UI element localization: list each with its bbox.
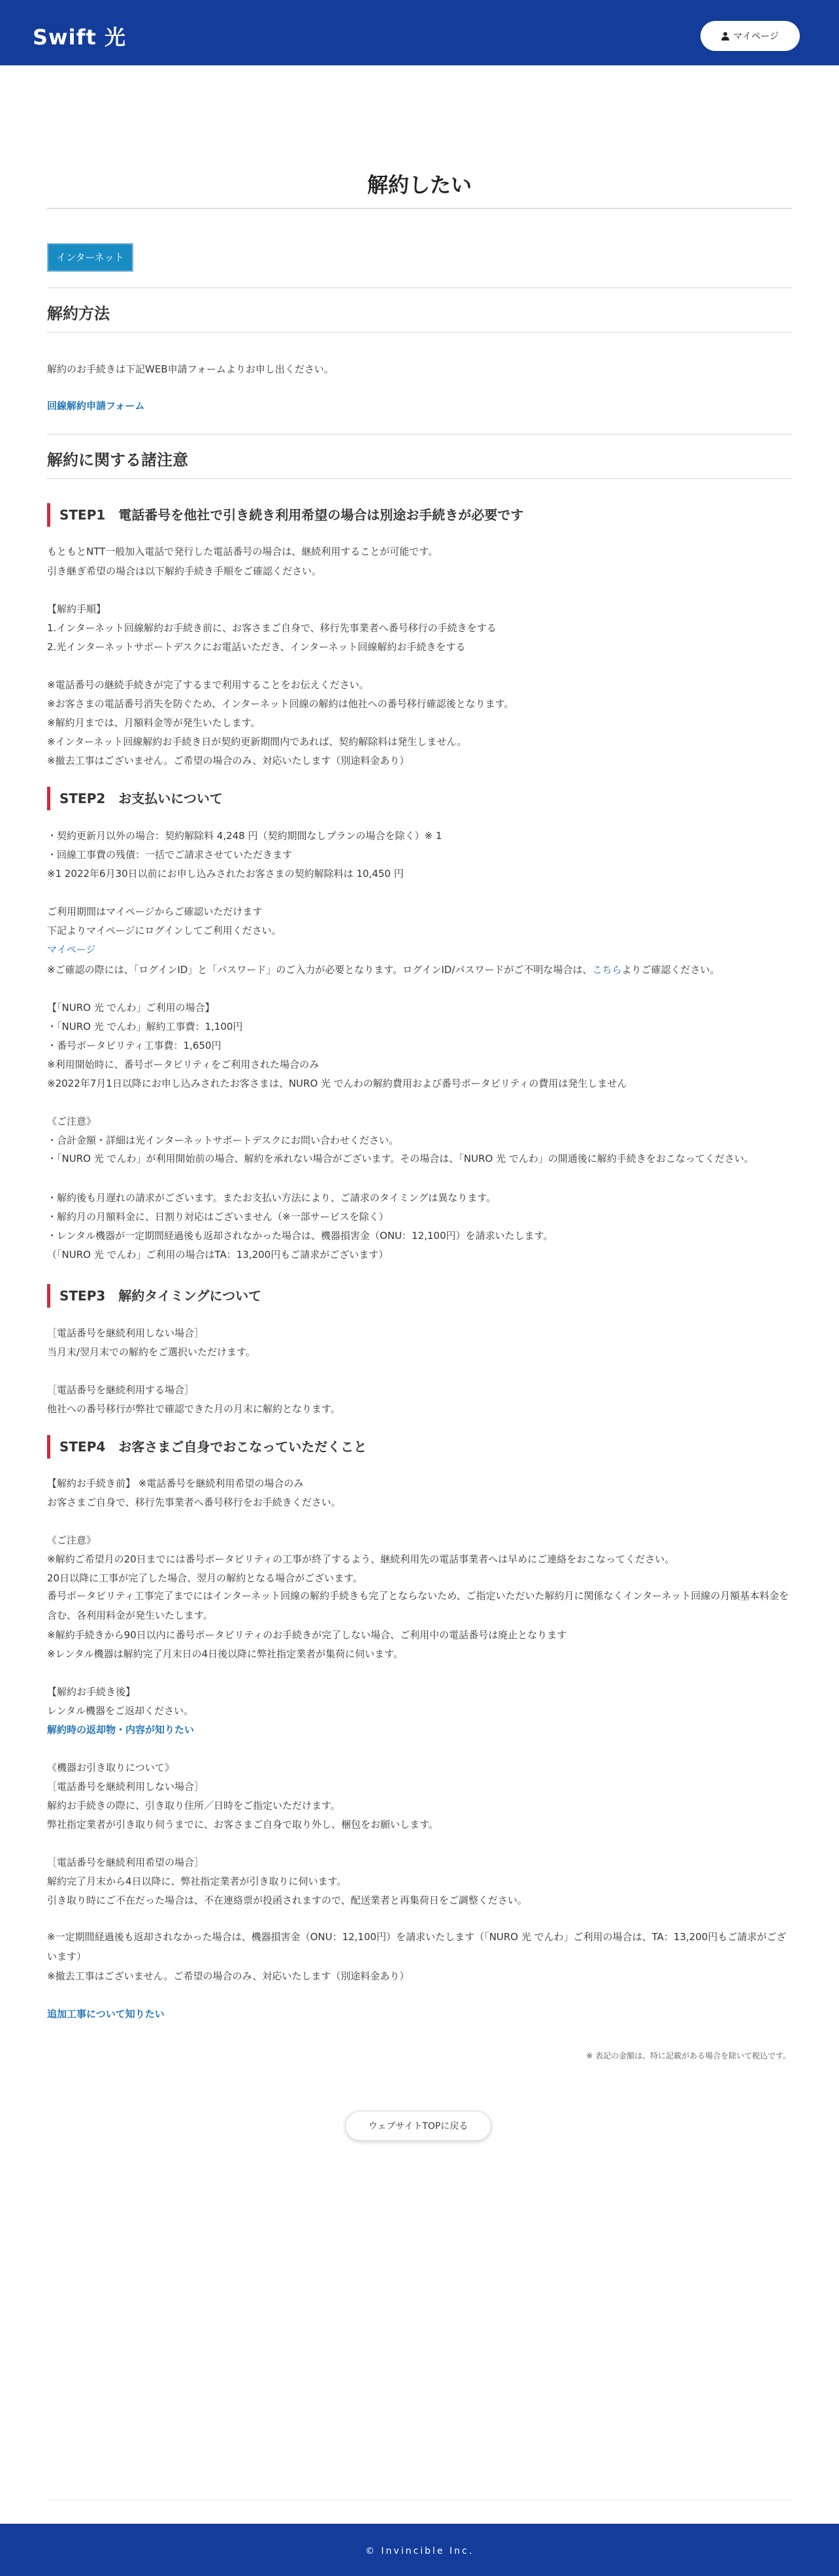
mypage-button[interactable] xyxy=(700,21,800,51)
text-line: （「NURO 光 でんわ」ご利用の場合はTA：13,200円もご請求がございます） xyxy=(47,1249,389,1261)
mypage-link[interactable]: マイページ xyxy=(47,944,96,955)
text-line: ・レンタル機器が一定期間経過後も返却されなかった場合は、機器損害金（ONU：12,100円）を請求いたします。 xyxy=(47,1230,553,1242)
text-line: ※レンタル機器は解約完了月末日の4日後以降に弊社指定業者が集荷に伺います。 xyxy=(47,1648,403,1660)
text-line: ・契約更新月以外の場合：契約解除料 4,248 円（契約期間なしプランの場合を除く）※ 1 xyxy=(47,830,442,842)
text-line: ・番号ポータビリティ工事費：1,650円 xyxy=(47,1040,222,1051)
step4-heading: STEP4 お客さまご自身でおこなっていただくこと xyxy=(47,1435,367,1459)
section-divider xyxy=(47,434,792,435)
text-line: 20日以降に工事が完了した場合、翌月の解約となる場合がございます。 xyxy=(47,1572,363,1584)
section-divider xyxy=(47,478,792,479)
text-line: 《ご注意》 xyxy=(47,1115,97,1127)
method-text: 解約のお手続きは下記WEB申請フォームよりお申し出ください。 xyxy=(47,363,334,375)
category-tag[interactable]: インターネット xyxy=(47,243,133,272)
cancel-form-link[interactable]: 回線解約申請フォーム xyxy=(47,400,145,412)
text-line: ［電話番号を継続利用しない場合］ xyxy=(47,1781,205,1792)
text-line: ［電話番号を継続利用しない場合］ xyxy=(47,1327,205,1339)
text-line: 2.光インターネットサポートデスクにお電話いただき、インターネット回線解約お手続きをする xyxy=(47,641,466,653)
tax-footnote: ※ 表記の金額は、特に記載がある場合を除いて税込です。 xyxy=(586,2051,791,2060)
text-line: ・回線工事費の残債：一括でご請求させていただきます xyxy=(47,849,293,861)
section-divider xyxy=(47,332,792,333)
text-line: ［電話番号を継続利用する場合］ xyxy=(47,1384,195,1396)
text-paragraph: ※一定期間経過後も返却されなかった場合は、機器損害金（ONU：12,100円）を請求いたします（「NURO 光 でんわ」ご利用の場合は、TA：13,200円もご請求がございます） xyxy=(47,1931,787,1962)
text-line: 弊社指定業者が引き取り伺うまでに、お客さまご自身で取り外し、梱包をお願いします。 xyxy=(47,1819,438,1830)
section-heading-method: 解約方法 xyxy=(47,305,110,323)
text-line: 【解約お手続き後】 xyxy=(47,1686,136,1698)
text-paragraph: ・「NURO 光 でんわ」が利用開始前の場合、解約を承れない場合がございます。その場合は、「NURO 光 でんわ」の開通後に解約手続きをおこなってください。 xyxy=(47,1153,754,1164)
text-line: 【解約お手続き前】 ※電話番号を継続利用希望の場合のみ xyxy=(47,1478,304,1489)
text-line: 解約お手続きの際に、引き取り住所／日時をご指定いただけます。 xyxy=(47,1800,340,1811)
text-line: 他社への番号移行が弊社で確認できた月の月末に解約となります。 xyxy=(47,1403,340,1415)
text-line: ※撤去工事はございません。ご希望の場合のみ、対応いたします（別途料金あり） xyxy=(47,1970,410,1982)
text-line: 引き継ぎ希望の場合は以下解約手続き手順をご確認ください。 xyxy=(47,565,322,577)
text-line: レンタル機器をご返却ください。 xyxy=(47,1705,194,1717)
copyright-text: © Invincible Inc. xyxy=(365,2546,474,2556)
text-line: ※電話番号の継続手続きが完了するまで利用することをお伝えください。 xyxy=(47,679,369,691)
text-line: ・合計金額・詳細は光インターネットサポートデスクにお問い合わせください。 xyxy=(47,1134,399,1146)
text-line: ご利用期間はマイページからご確認いただけます xyxy=(47,906,263,917)
text-line: 当月末/翌月末での解約をご選択いただけます。 xyxy=(47,1346,255,1358)
back-to-top-button[interactable]: ウェブサイトTOPに戻る xyxy=(345,2111,491,2141)
text-paragraph: 番号ポータビリティ工事完了までにはインターネット回線の解約手続きも完了とならないため、ご指定いただいた解約月に関係なくインターネット回線の月額基本料金を含む、各利用料金が発生いたします。 xyxy=(47,1590,789,1621)
text-line: ※解約月までは、月額料金等が発生いたします。 xyxy=(47,717,261,729)
section-heading-notes: 解約に関する諸注意 xyxy=(47,451,188,469)
step2-heading: STEP2 お支払いについて xyxy=(47,787,223,810)
login-note-text: ※ご確認の際には、「ログインID」と「パスワード」のご入力が必要となります。ログインID/パスワードがご不明な場合は、 xyxy=(47,964,593,976)
text-line: ［電話番号を継続利用希望の場合］ xyxy=(47,1857,205,1868)
login-note-text-end: よりご確認ください。 xyxy=(621,964,720,976)
text-line: ※1 2022年6月30日以前にお申し込みされたお客さまの契約解除料は 10,450 円 xyxy=(47,868,404,880)
text-line: ※2022年7月1日以降にお申し込みされたお客さまは、NURO 光 でんわの解約費用および番号ポータビリティの費用は発生しません xyxy=(47,1078,627,1089)
text-line: お客さまご自身で、移行先事業者へ番号移行をお手続きください。 xyxy=(47,1496,341,1508)
text-line: ・「NURO 光 でんわ」解約工事費：1,100円 xyxy=(47,1021,243,1032)
text-line: ※お客さまの電話番号消失を防ぐため、インターネット回線の解約は他社への番号移行確認後となります。 xyxy=(47,698,514,710)
return-items-link[interactable]: 解約時の返却物・内容が知りたい xyxy=(47,1724,195,1736)
text-line: 引き取り時にご不在だった場合は、不在連絡票が投函されますので、配送業者と再集荷日をご調整ください。 xyxy=(47,1894,527,1906)
step3-heading: STEP3 解約タイミングについて xyxy=(47,1284,261,1308)
text-line: ・解約月の月額料金に、日割り対応はございません（※一部サービスを除く） xyxy=(47,1211,389,1223)
text-line: ※インターネット回線解約お手続き日が契約更新期間内であれば、契約解除料は発生しません。 xyxy=(47,736,467,748)
extra-work-link[interactable]: 追加工事について知りたい xyxy=(47,2008,165,2020)
title-divider xyxy=(47,208,792,209)
text-line: 1.インターネット回線解約お手続き前に、お客さまご自身で、移行先事業者へ番号移行の手続きをする xyxy=(47,622,497,634)
text-line: ・解約後も月遅れの請求がございます。またお支払い方法により、ご請求のタイミングは異なります。 xyxy=(47,1192,497,1204)
mypage-button-label: マイページ xyxy=(733,31,779,42)
text-line: ※解約手続きから90日以内に番号ポータビリティのお手続きが完了しない場合、ご利用中の電話番号は廃止となります xyxy=(47,1629,567,1641)
login-help-link[interactable]: こちら xyxy=(592,964,622,976)
text-line: 《ご注意》 xyxy=(47,1534,97,1546)
text-line: 下記よりマイページにログインしてご利用ください。 xyxy=(47,925,282,936)
text-line: ※利用開始時に、番号ポータビリティをご利用された場合のみ xyxy=(47,1059,320,1070)
person-icon xyxy=(721,32,729,41)
login-note xyxy=(47,963,792,976)
text-line: ※撤去工事はございません。ご希望の場合のみ、対応いたします（別途料金あり） xyxy=(47,755,410,767)
text-line: ※解約ご希望月の20日までには番号ポータビリティの工事が終了するよう、継続利用先の電話事業者へは早めにご連絡をおこなってください。 xyxy=(47,1553,675,1565)
page-title: 解約したい xyxy=(367,173,472,197)
step1-heading: STEP1 電話番号を他社で引き続き利用希望の場合は別途お手続きが必要です xyxy=(47,503,523,527)
text-line: 【「NURO 光 でんわ」ご利用の場合】 xyxy=(47,1002,215,1014)
text-line: もともとNTT一般加入電話で発行した電話番号の場合は、継続利用することが可能です。 xyxy=(47,546,438,557)
text-line: 解約完了月末から4日以降に、弊社指定業者が引き取りに伺います。 xyxy=(47,1875,347,1887)
text-line: 【解約手順】 xyxy=(47,603,107,615)
site-logo[interactable]: Swift 光 xyxy=(33,25,126,50)
text-line: 《機器お引き取りについて》 xyxy=(47,1762,174,1774)
